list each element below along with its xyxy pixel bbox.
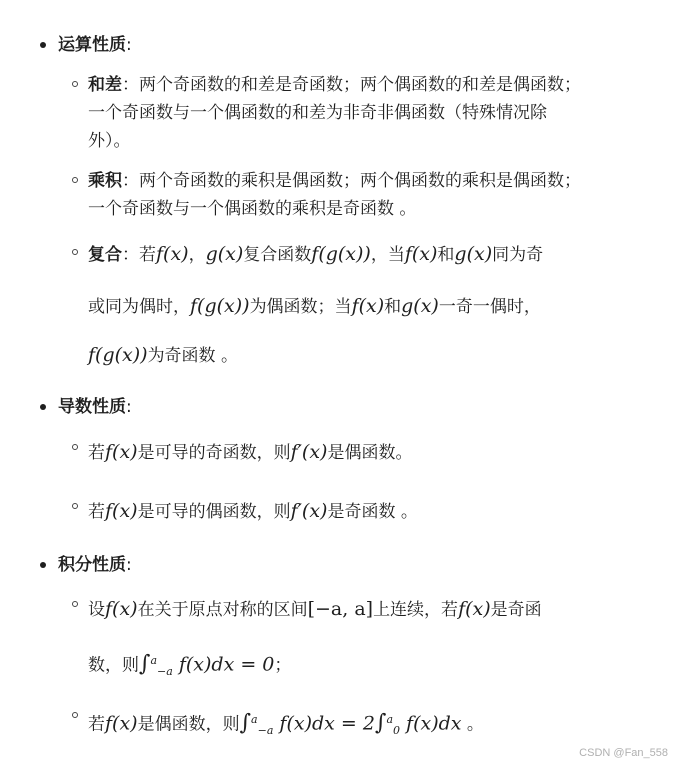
- math-expression: f(x): [105, 598, 138, 620]
- section-title-colon: :: [126, 35, 132, 55]
- item-text: 若: [88, 443, 105, 463]
- item-line: [88, 500, 418, 523]
- item-text: ，当: [370, 245, 405, 265]
- section-title: [58, 554, 132, 576]
- math-expression: f(x): [105, 500, 138, 522]
- math-expression: f(x)dx = 0: [172, 653, 275, 676]
- item-text: ：两个奇函数的和差是奇函数；两个偶函数的和差是偶函数；: [122, 75, 581, 95]
- math-expression: f(x): [156, 243, 189, 265]
- item-text: 一奇一偶时，: [438, 297, 541, 317]
- item-line: [88, 441, 412, 464]
- item-text: ；: [274, 655, 292, 676]
- circle-bullet: [72, 712, 78, 718]
- item-text: ，: [188, 245, 206, 265]
- item-line: [88, 74, 581, 96]
- math-expression: f(g(x)): [190, 295, 250, 317]
- circle-bullet: [72, 177, 78, 183]
- item-label: 和差: [88, 75, 122, 95]
- circle-bullet: [72, 249, 78, 255]
- integral-lower-limit: 0: [393, 724, 400, 738]
- circle-bullet: [72, 601, 78, 607]
- item-text: 是奇函数 。: [327, 502, 418, 522]
- math-expression: f(x): [351, 295, 385, 317]
- integral-upper-limit: a: [251, 713, 258, 726]
- math-expression: f′(x): [290, 500, 328, 522]
- item-text: 和: [437, 245, 455, 265]
- item-text: 一个奇函数与一个偶函数的乘积是奇函数 。: [88, 199, 417, 219]
- math-expression: f(x)dx = 2: [273, 712, 375, 735]
- item-text: 设: [88, 600, 105, 620]
- item-text: 是偶函数，则: [137, 714, 240, 735]
- integral-upper-limit: a: [386, 713, 393, 726]
- integral-lower-limit: −a: [257, 724, 274, 738]
- math-expression: g(x): [401, 295, 439, 317]
- integral-lower-limit: −a: [157, 665, 173, 679]
- item-text: 是可导的偶函数，则: [137, 502, 291, 522]
- circle-bullet: [72, 503, 78, 509]
- math-expression: f(x): [105, 712, 138, 735]
- section-title-text: 运算性质: [58, 35, 126, 55]
- item-line: [88, 170, 581, 192]
- item-text: 。: [461, 714, 484, 735]
- math-expression: f(x)dx: [400, 712, 462, 735]
- bullet-dot: [40, 42, 46, 48]
- math-expression: f(g(x)): [311, 243, 371, 265]
- integral-sign: ∫: [374, 710, 387, 736]
- item-text: 是偶函数。: [327, 443, 413, 463]
- bullet-dot: [40, 562, 46, 568]
- math-expression: g(x): [454, 243, 493, 265]
- section-title-text: 积分性质: [58, 555, 126, 575]
- math-expression: [−a, a]: [307, 598, 374, 620]
- section-title-colon: :: [126, 397, 132, 417]
- item-text: 是可导的奇函数，则: [137, 443, 291, 463]
- item-line: [88, 295, 541, 318]
- item-text: 同为奇: [492, 245, 544, 265]
- integral-sign: ∫: [139, 651, 151, 677]
- item-line: [88, 344, 238, 367]
- section-title-text: 导数性质: [58, 397, 126, 417]
- item-text: 外）。: [88, 131, 131, 151]
- item-text: 若: [88, 502, 105, 522]
- circle-bullet: [72, 81, 78, 87]
- item-text: ：若: [122, 245, 156, 265]
- watermark: CSDN @Fan_558: [579, 747, 668, 759]
- section-title: [58, 396, 132, 418]
- item-text: 若: [88, 714, 105, 735]
- item-text: 为偶函数；当: [249, 297, 352, 317]
- math-expression: f(g(x)): [88, 344, 148, 366]
- math-expression: f(x): [404, 243, 438, 265]
- section-title: [58, 34, 132, 56]
- integral-upper-limit: a: [150, 654, 158, 667]
- item-line: [88, 598, 542, 621]
- item-line: [88, 243, 543, 266]
- item-text: 复合函数: [243, 245, 312, 265]
- item-text: 为奇函数 。: [147, 346, 238, 366]
- integral-sign: ∫: [239, 710, 252, 736]
- item-line: [88, 709, 484, 742]
- item-text: ：两个奇函数的乘积是偶函数；两个偶函数的乘积是偶函数；: [122, 171, 581, 191]
- math-expression: g(x): [205, 243, 244, 265]
- item-text: 和: [384, 297, 402, 317]
- circle-bullet: [72, 444, 78, 450]
- item-text: 上连续，若: [373, 600, 459, 620]
- section-title-colon: :: [126, 555, 132, 575]
- math-expression: f(x): [105, 441, 138, 463]
- item-label: 复合: [88, 245, 122, 265]
- bullet-dot: [40, 404, 46, 410]
- item-line: [88, 650, 291, 683]
- item-text: 一个奇函数与一个偶函数的和差为非奇非偶函数（特殊情况除: [88, 103, 547, 123]
- item-text: 或同为偶时，: [88, 297, 190, 317]
- item-text: 是奇函: [490, 600, 542, 620]
- math-expression: f′(x): [290, 441, 328, 463]
- math-expression: f(x): [458, 598, 491, 620]
- item-text: 数，则: [88, 655, 139, 676]
- item-label: 乘积: [88, 171, 122, 191]
- item-text: 在关于原点对称的区间: [137, 600, 308, 620]
